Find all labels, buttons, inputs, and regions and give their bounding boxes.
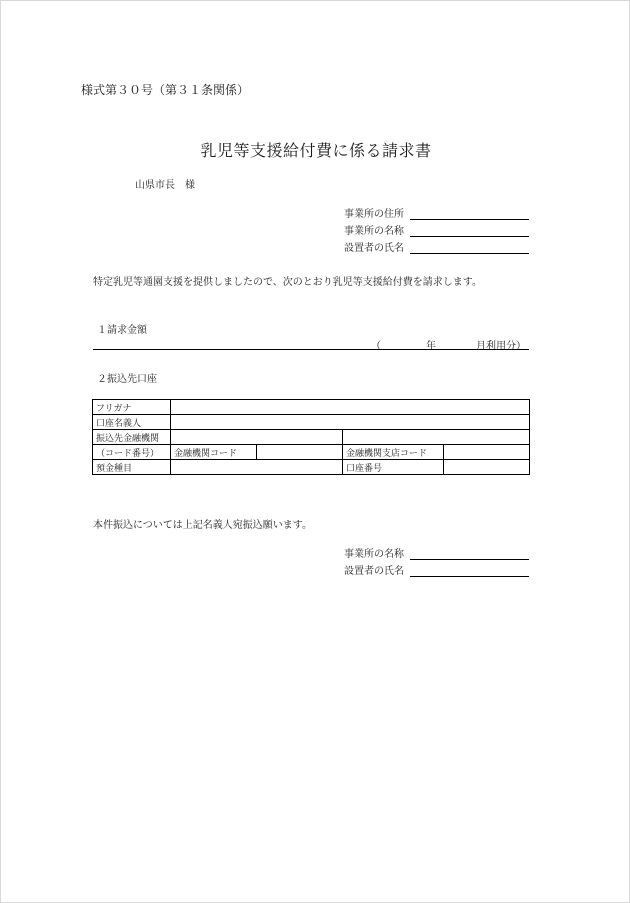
deposit-type-label: 預金種目: [93, 460, 171, 475]
signer-name-field[interactable]: [410, 547, 529, 560]
amount-year-label: 年: [426, 341, 436, 352]
holder-field[interactable]: [171, 415, 530, 430]
furigana-field[interactable]: [171, 400, 530, 415]
deposit-type-field[interactable]: [171, 460, 343, 475]
signer-name-label: 事業所の名称: [344, 549, 404, 560]
signer-founder-field[interactable]: [410, 564, 529, 577]
signer-founder-row: [344, 563, 529, 577]
signer-block: [344, 546, 529, 580]
branch-code-label: 金融機関支店コード: [343, 445, 444, 460]
applicant-address-label: 事業所の住所: [344, 209, 404, 220]
amount-open-paren: （: [371, 341, 381, 352]
holder-label: 口座名義人: [93, 415, 171, 430]
applicant-name-row: [344, 223, 529, 237]
applicant-address-field[interactable]: [410, 207, 529, 220]
applicant-block: [344, 206, 529, 257]
signer-name-row: [344, 546, 529, 560]
page-title: 乳児等支援給付費に係る請求書: [200, 141, 432, 160]
table-row: [93, 445, 530, 460]
amount-underline[interactable]: [93, 349, 529, 350]
furigana-label: フリガナ: [93, 400, 171, 415]
table-row: [93, 430, 530, 445]
applicant-address-row: [344, 206, 529, 220]
institution-name-field[interactable]: [171, 430, 343, 445]
signer-founder-label: 設置者の氏名: [344, 566, 404, 577]
applicant-founder-label: 設置者の氏名: [344, 243, 404, 254]
transfer-note: 本件振込については上記名義人宛振込願います。: [93, 520, 312, 531]
table-row: [93, 400, 530, 415]
account-number-label: 口座番号: [343, 460, 444, 475]
request-sentence: 特定乳児等通園支援を提供しましたので、次のとおり乳児等支援給付費を請求します。: [93, 277, 482, 288]
applicant-founder-row: [344, 240, 529, 254]
institution-label: 振込先金融機関: [93, 430, 171, 445]
bank-account-table: [92, 399, 530, 475]
bank-code-label: 金融機関コード: [171, 445, 257, 460]
amount-heading: １請求金額: [97, 325, 147, 336]
applicant-name-field[interactable]: [410, 224, 529, 237]
branch-name-field[interactable]: [343, 430, 530, 445]
applicant-founder-field[interactable]: [410, 241, 529, 254]
addressee: 山県市長 様: [135, 180, 195, 191]
table-row: [93, 415, 530, 430]
form-number: 様式第３０号（第３１条関係）: [81, 83, 250, 97]
bank-code-field[interactable]: [257, 445, 343, 460]
code-label: （コード番号）: [93, 445, 171, 460]
table-row: [93, 460, 530, 475]
bank-heading: ２振込先口座: [97, 374, 157, 385]
account-number-field[interactable]: [444, 460, 530, 475]
applicant-name-label: 事業所の名称: [344, 226, 404, 237]
amount-month-label: 月利用分）: [476, 341, 526, 352]
branch-code-field[interactable]: [444, 445, 530, 460]
